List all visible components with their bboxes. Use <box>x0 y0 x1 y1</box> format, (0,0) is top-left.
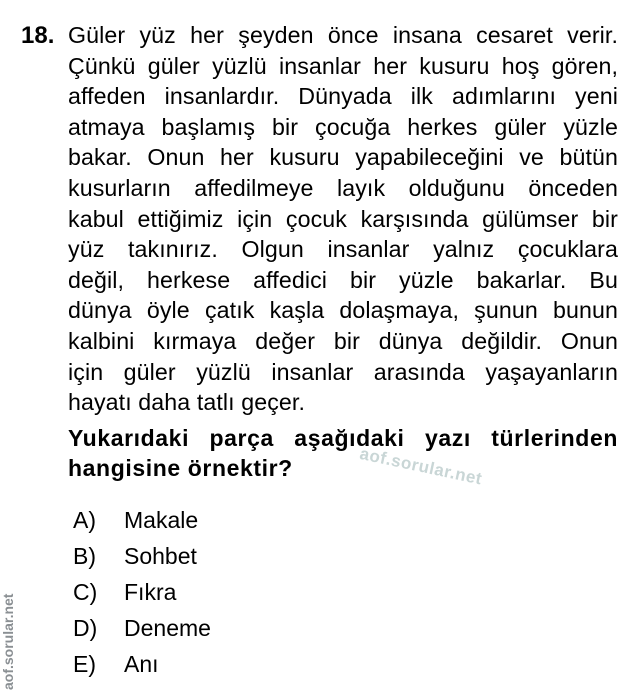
option-letter: E) <box>73 650 96 677</box>
passage-line: değil, herkese affedici bir yüzle bakarlar. Bu <box>68 266 618 293</box>
option-d[interactable] <box>73 610 211 646</box>
passage-line: bakar. Onun her kusuru yapabileceğini ve bütün <box>68 144 618 171</box>
watermark-center: aof.sorular.net <box>358 444 484 489</box>
passage-line: kalbini kırmaya değer bir dünya değildir. Onun <box>68 327 618 354</box>
answer-options <box>73 502 211 682</box>
passage-line: Çünkü güler yüzlü insanlar her kusuru hoş gören, <box>68 52 618 79</box>
option-e[interactable] <box>73 646 211 682</box>
option-letter: A) <box>73 506 96 533</box>
question-number: 18. <box>21 22 55 49</box>
prompt-line: hangisine örnektir? <box>68 455 293 481</box>
prompt-line: Yukarıdaki parça aşağıdaki yazı türlerinden <box>68 425 618 451</box>
passage-line: için güler yüzlü insanlar arasında yaşayanların <box>68 358 618 385</box>
passage <box>68 20 618 418</box>
question-prompt <box>68 423 618 483</box>
passage-line: atmaya başlamış bir çocuğa herkes güler yüzle <box>68 113 618 140</box>
option-text: Fıkra <box>124 578 177 605</box>
watermark-side: aof.sorular.net <box>0 593 16 690</box>
passage-line: affeden insanlardır. Dünyada ilk adımlarını yeni <box>68 83 618 110</box>
passage-line: yüz takınırız. Olgun insanlar yalnız çocuklara <box>68 236 618 263</box>
option-b[interactable] <box>73 538 211 574</box>
option-c[interactable] <box>73 574 211 610</box>
option-text: Makale <box>124 506 199 533</box>
option-letter: B) <box>73 542 96 569</box>
passage-line: kusurların affedilmeye layık olduğunu önceden <box>68 174 618 201</box>
passage-line: dünya öyle çatık kaşla dolaşmaya, şunun bunun <box>68 297 618 324</box>
passage-line: kabul ettiğimiz için çocuk karşısında gülümser bir <box>68 205 618 232</box>
passage-line: hayatı daha tatlı geçer. <box>68 389 306 416</box>
passage-line: Güler yüz her şeyden önce insana cesaret verir. <box>68 22 618 48</box>
option-text: Anı <box>124 650 159 677</box>
option-letter: C) <box>73 578 98 605</box>
option-text: Sohbet <box>124 542 197 569</box>
option-letter: D) <box>73 614 98 641</box>
option-a[interactable] <box>73 502 211 538</box>
option-text: Deneme <box>124 614 211 641</box>
